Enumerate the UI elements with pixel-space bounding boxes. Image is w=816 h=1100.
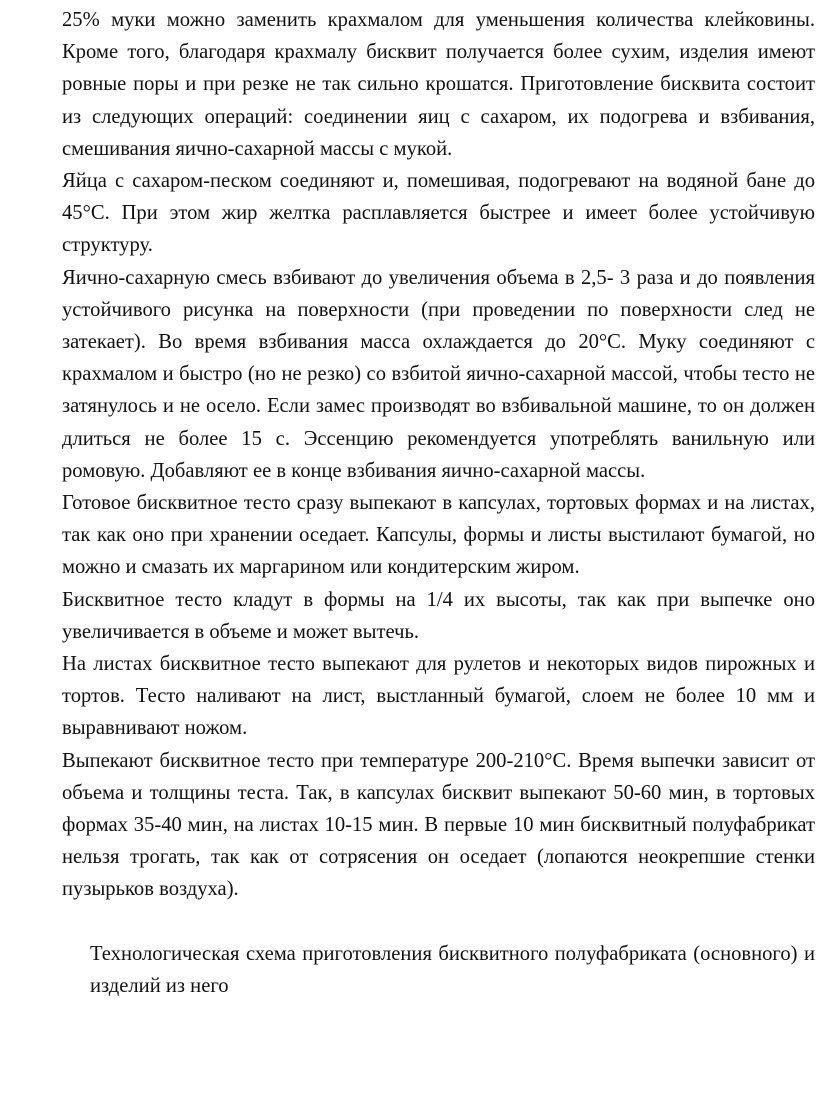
paragraph-form-filling: Бисквитное тесто кладут в формы на 1/4 их высоты, так как при выпечке оно увеличивается в объеме и может вытечь. xyxy=(62,588,815,643)
paragraph-sheets: На листах бисквитное тесто выпекают для рулетов и некоторых видов пирожных и тортов. Тесто наливают на лист, выстланный бумагой, слоем не более 10 мм и выравнивают ножом. xyxy=(62,653,815,740)
blank-line xyxy=(62,906,815,938)
paragraph-baking-forms: Готовое бисквитное тесто сразу выпекают в капсулах, тортовых формах и на листах, так как оно при хранении оседает. Капсулы, формы и листы выстилают бумагой, но можно и смазать их маргарином или кондитерским жиром. xyxy=(62,492,815,579)
paragraph-baking-time: Выпекают бисквитное тесто при температуре 200-210°С. Время выпечки зависит от объема и толщины теста. Так, в капсулах бисквит выпекают 50-60 мин, в тортовых формах 35-40 мин, на листах 10-15 мин. В первые 10 мин бисквитный полуфабрикат нельзя трогать, так как от сотрясения он оседает (лопаются неокрепшие стенки пузырьков воздуха). xyxy=(62,749,815,901)
paragraph-whipping: Яично-сахарную смесь взбивают до увеличения объема в 2,5- 3 раза и до появления устойчивого рисунка на поверхности (при проведении по поверхности след не затекает). Во время взбивания масса охлаждается до 20°С. Муку соединяют с крахмалом и быстро (но не резко) со взбитой яично-сахарной массой, чтобы тесто не затянулось и не осело. Если замес производят во взбивальной машине, то он должен длиться не более 15 с. Эссенцию рекомендуется употреблять ванильную или ромовую. Добавляют ее в конце взбивания яично-сахарной массы. xyxy=(62,266,815,482)
paragraph-eggs-heating: Яйца с сахаром-песком соединяют и, помешивая, подогревают на водяной бане до 45°С. При этом жир желтка расплавляется быстрее и имеет более устойчивую структуру. xyxy=(62,170,815,257)
paragraph-starch: 25% муки можно заменить крахмалом для уменьшения количества клейковины. Кроме того, благодаря крахмалу бисквит получается более сухим, изделия имеют ровные поры и при резке не так сильно крошатся. Приготовление бисквита состоит из следующих операций: соединении яиц с сахаром, их подогрева и взбивания, смешивания яично-сахарной массы с мукой. xyxy=(62,9,815,160)
section-heading: Технологическая схема приготовления бисквитного полуфабриката (основного) и изделий из него xyxy=(90,942,815,997)
document-page xyxy=(62,4,815,1002)
